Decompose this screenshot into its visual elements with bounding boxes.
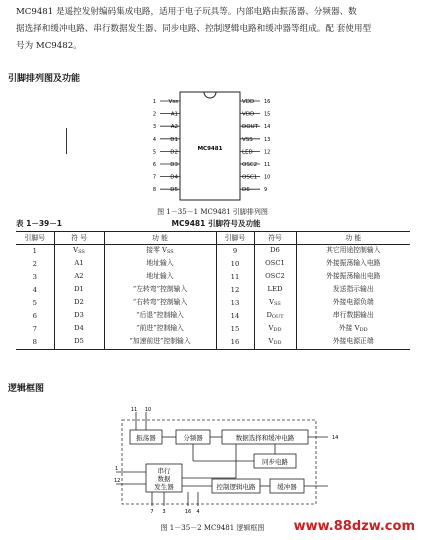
table-cell-sym-r bbox=[254, 258, 296, 271]
table-cell-text-main: D3 bbox=[74, 311, 84, 319]
table-cell-sym-l bbox=[54, 245, 104, 259]
table-header-row bbox=[16, 232, 410, 245]
ic-left-pin-label: D1 bbox=[170, 136, 178, 143]
table-row bbox=[16, 245, 410, 259]
header-pin-right: 引脚号 bbox=[216, 232, 254, 245]
margin-mark bbox=[66, 128, 67, 154]
table-cell-sym-r bbox=[254, 297, 296, 310]
table-cell-pin-l: 1 bbox=[16, 245, 54, 259]
table-caption: MC9481 引脚符号及功能 bbox=[171, 219, 261, 228]
table-cell-text-sub: SS bbox=[78, 249, 85, 255]
table-cell-text-main: LED bbox=[267, 285, 283, 293]
header-function-right: 功 能 bbox=[296, 232, 410, 245]
table-cell-pin-r: 14 bbox=[216, 310, 254, 323]
section-title-pin-arrangement: 引脚排列图及功能 bbox=[8, 74, 81, 84]
table-cell-text-main: 外接振荡输出电路 bbox=[326, 272, 381, 280]
ic-right-pins bbox=[240, 99, 270, 193]
block-buffer-label: 缓冲器 bbox=[277, 483, 297, 491]
table-cell-sym-r bbox=[254, 336, 296, 350]
table-cell-sym-r bbox=[254, 323, 296, 336]
header-pin-left: 引脚号 bbox=[16, 232, 54, 245]
logic-block-diagram bbox=[116, 404, 346, 518]
table-cell-text-main: V bbox=[268, 324, 274, 332]
table-cell-text-sub: DD bbox=[273, 327, 282, 333]
table-cell-sym-l bbox=[54, 271, 104, 284]
ic-left-pin-label: Vss bbox=[168, 99, 178, 105]
table-cell-text-main: OSC2 bbox=[265, 272, 285, 280]
ic-right-pin-label: OSC1 bbox=[242, 174, 258, 181]
ic-right-pin-label: VDD bbox=[242, 99, 255, 105]
table-cell-pin-l: 8 bbox=[16, 336, 54, 350]
ic-right-pin-label: OSC2 bbox=[242, 162, 258, 168]
table-cell-pin-r: 12 bbox=[216, 284, 254, 297]
table-cell-text-sub: SS bbox=[166, 249, 174, 255]
table-cell-pin-r: 15 bbox=[216, 323, 254, 336]
table-cell-pin-r: 9 bbox=[216, 245, 254, 259]
block-divider-label: 分频器 bbox=[183, 434, 203, 442]
table-cell-text-sub: OUT bbox=[271, 314, 284, 320]
table-row bbox=[16, 258, 410, 271]
table-cell-pin-r: 16 bbox=[216, 336, 254, 350]
ic-left-pins bbox=[153, 99, 180, 193]
table-cell-func-r bbox=[296, 323, 410, 336]
table-cell-text-sub: DD bbox=[359, 327, 368, 333]
pin-label-10: 10 bbox=[144, 407, 152, 413]
pin-label-14: 14 bbox=[332, 435, 339, 441]
table-number: 表 1－39－1 bbox=[16, 219, 62, 228]
pin-label-4: 4 bbox=[196, 509, 200, 515]
table-cell-text-main: 外接电源正端 bbox=[332, 337, 374, 345]
pin-label-12: 12 bbox=[114, 478, 121, 484]
table-cell-func-l bbox=[104, 284, 216, 297]
table-row bbox=[16, 310, 410, 323]
ic-left-pin-number: 6 bbox=[152, 162, 156, 168]
table-cell-text-main: D4 bbox=[74, 324, 84, 332]
table-cell-func-l bbox=[104, 258, 216, 271]
table-cell-sym-l bbox=[54, 258, 104, 271]
block-serial-line-3: 发生器 bbox=[154, 483, 174, 491]
table-cell-pin-l: 4 bbox=[16, 284, 54, 297]
table-cell-text-sub: SS bbox=[274, 301, 281, 307]
ic-left-pin-number: 5 bbox=[152, 149, 156, 156]
table-cell-func-r bbox=[296, 271, 410, 284]
table-cell-text-main: D2 bbox=[74, 298, 84, 306]
table-cell-func-r bbox=[296, 258, 410, 271]
table-cell-text-main: “加速前进”控制输入 bbox=[129, 337, 191, 345]
table-body bbox=[16, 245, 410, 350]
table-cell-text-main: D5 bbox=[74, 337, 84, 345]
table-cell-func-l bbox=[104, 323, 216, 336]
ic-right-pin-number: 12 bbox=[264, 149, 271, 156]
table-cell-pin-l: 6 bbox=[16, 310, 54, 323]
table-cell-text-main: 外接电源负端 bbox=[332, 298, 374, 306]
intro-line-1: MC9481 是遥控发射编码集成电路，适用于电子玩具等。内部电路由振荡器、分频器、数 bbox=[16, 7, 357, 17]
table-cell-text-main: “左转弯”控制输入 bbox=[132, 285, 188, 293]
ic-left-pin-number: 3 bbox=[152, 124, 156, 131]
ic-right-pin-label: VSS bbox=[242, 136, 253, 143]
table-cell-text-main: D bbox=[266, 311, 272, 319]
section-title-logic-diagram: 逻辑框图 bbox=[8, 384, 45, 394]
ic-left-pin-number: 4 bbox=[152, 136, 156, 143]
table-cell-pin-r: 11 bbox=[216, 271, 254, 284]
table-cell-sym-l bbox=[54, 297, 104, 310]
table-cell-pin-r: 13 bbox=[216, 297, 254, 310]
ic-right-pin-number: 11 bbox=[264, 162, 271, 168]
ic-left-pin-label: A1 bbox=[170, 111, 178, 118]
ic-right-pin-number: 13 bbox=[264, 136, 271, 143]
table-cell-sym-l bbox=[54, 336, 104, 350]
block-oscillator-label: 振荡器 bbox=[136, 434, 156, 442]
table-cell-sym-l bbox=[54, 323, 104, 336]
ic-left-pin-label: D5 bbox=[170, 187, 178, 194]
ic-left-pin-label: A2 bbox=[170, 124, 178, 131]
header-symbol-right: 符号 bbox=[254, 232, 296, 245]
ic-right-pin-label: LED bbox=[242, 149, 253, 156]
watermark-site: www.88dzw.com bbox=[293, 519, 415, 534]
ic-right-pin-number: 16 bbox=[264, 99, 271, 105]
intro-line-2: 据选择和缓冲电路、串行数据发生器、同步电路、控制逻辑电路和缓冲器等组成。配 套使用型 bbox=[16, 24, 372, 34]
table-row bbox=[16, 297, 410, 310]
table-cell-text-main: 地址输入 bbox=[146, 272, 174, 280]
ic-right-pin-label: VDD bbox=[242, 111, 255, 118]
table-cell-sym-l bbox=[54, 284, 104, 297]
ic-right-pin-number: 15 bbox=[264, 111, 271, 118]
table-cell-func-l bbox=[104, 310, 216, 323]
ic-right-pin-number: 10 bbox=[264, 174, 271, 181]
table-cell-sym-r bbox=[254, 310, 296, 323]
table-cell-text-main: “右转弯”控制输入 bbox=[132, 298, 188, 306]
table-row bbox=[16, 284, 410, 297]
table-cell-func-l bbox=[104, 271, 216, 284]
ic-left-pin-number: 2 bbox=[152, 111, 156, 118]
ic-left-pin-label: D2 bbox=[170, 149, 178, 156]
table-cell-func-r bbox=[296, 310, 410, 323]
table-cell-text-main: 接零 V bbox=[146, 246, 167, 254]
pin-label-7: 7 bbox=[150, 509, 154, 515]
table-cell-text-main: “前进”控制输入 bbox=[136, 324, 184, 332]
table-row bbox=[16, 323, 410, 336]
ic-left-pin-number: 1 bbox=[152, 99, 156, 105]
table-cell-text-main: 发送指示输出 bbox=[332, 285, 374, 293]
intro-line-3: 号为 MC9482。 bbox=[16, 41, 82, 51]
table-cell-text-main: 地址输入 bbox=[146, 259, 174, 267]
ic-chip-label: MC9481 bbox=[197, 146, 223, 152]
intro-paragraph bbox=[16, 4, 414, 55]
ic-left-pin-label: D4 bbox=[170, 174, 178, 181]
ic-pin-diagram bbox=[120, 84, 300, 208]
table-cell-text-main: 外接振荡输入电路 bbox=[326, 259, 381, 267]
table-cell-text-main: V bbox=[73, 246, 79, 254]
table-cell-text-main: D6 bbox=[270, 246, 280, 254]
table-cell-text-main: “后退”控制输入 bbox=[136, 311, 184, 319]
table-cell-func-r bbox=[296, 245, 410, 259]
pin-label-11: 11 bbox=[130, 407, 138, 413]
table-cell-pin-l: 7 bbox=[16, 323, 54, 336]
ic-right-pin-label: D6 bbox=[242, 187, 250, 194]
table-cell-text-main: 串行数据输出 bbox=[332, 311, 374, 319]
table-cell-text-main: 外接 V bbox=[338, 324, 360, 332]
ic-left-pin-label: D3 bbox=[170, 162, 178, 168]
table-cell-text-main: OSC1 bbox=[265, 259, 285, 267]
pin-label-16: 16 bbox=[184, 509, 192, 515]
table-cell-pin-l: 5 bbox=[16, 297, 54, 310]
block-data-select-label: 数据选择和缓冲电路 bbox=[235, 434, 295, 442]
table-cell-text-main: V bbox=[268, 337, 274, 345]
table-cell-sym-r bbox=[254, 271, 296, 284]
table-row bbox=[16, 271, 410, 284]
table-cell-func-l bbox=[104, 297, 216, 310]
table-cell-text-main: 其它用途控制输入 bbox=[326, 246, 381, 254]
table-cell-sym-r bbox=[254, 245, 296, 259]
block-serial-line-2: 数据 bbox=[157, 475, 171, 483]
header-symbol-left: 符 号 bbox=[54, 232, 104, 245]
block-control-logic-label: 控制逻辑电路 bbox=[216, 483, 256, 491]
pin-label-3: 3 bbox=[162, 509, 166, 515]
block-serial-line-1: 串行 bbox=[157, 467, 171, 475]
table-cell-text-main: A2 bbox=[74, 272, 84, 280]
pin-label-1: 1 bbox=[115, 466, 119, 472]
table-cell-pin-l: 2 bbox=[16, 258, 54, 271]
ic-left-pin-number: 7 bbox=[152, 174, 156, 181]
table-row bbox=[16, 336, 410, 350]
ic-right-pin-number: 14 bbox=[264, 124, 271, 131]
table-cell-text-main: D1 bbox=[74, 285, 84, 293]
header-function-left: 功 能 bbox=[104, 232, 216, 245]
table-cell-sym-r bbox=[254, 284, 296, 297]
table-cell-sym-l bbox=[54, 310, 104, 323]
table-cell-func-l bbox=[104, 245, 216, 259]
table-cell-func-r bbox=[296, 284, 410, 297]
table-cell-pin-l: 3 bbox=[16, 271, 54, 284]
table-cell-func-r bbox=[296, 297, 410, 310]
figure-1-caption: 图 1－35－1 MC9481 引脚排列图 bbox=[157, 208, 268, 216]
figure-2-caption: 图 1－35－2 MC9481 逻辑框图 bbox=[160, 524, 265, 532]
table-cell-text-main: V bbox=[269, 298, 275, 306]
pin-function-table bbox=[16, 231, 410, 350]
table-cell-func-l bbox=[104, 336, 216, 350]
block-sync-label: 同步电路 bbox=[262, 458, 288, 466]
ic-right-pin-label: DOUT bbox=[242, 124, 258, 131]
table-cell-pin-r: 10 bbox=[216, 258, 254, 271]
table-cell-text-sub: DD bbox=[273, 340, 282, 346]
table-cell-text-main: A1 bbox=[74, 259, 84, 267]
ic-left-pin-number: 8 bbox=[152, 187, 156, 194]
ic-right-pin-number: 9 bbox=[264, 187, 268, 194]
table-cell-func-r bbox=[296, 336, 410, 350]
